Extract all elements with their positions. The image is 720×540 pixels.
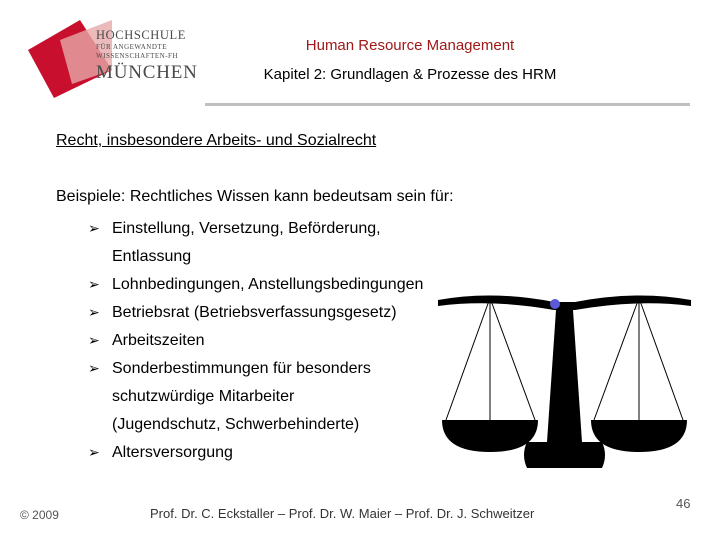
slide-intro: Beispiele: Rechtliches Wissen kann bedeutsam sein für: — [56, 188, 454, 205]
arrow-bullet-icon: ➢ — [88, 221, 100, 237]
header-divider — [205, 103, 690, 106]
bullet-text: Lohnbedingungen, Anstellungsbedingungen — [112, 276, 424, 293]
logo-line-2: FÜR ANGEWANDTE — [96, 43, 167, 51]
logo-line-3: WISSENSCHAFTEN-FH — [96, 52, 179, 60]
scales-of-justice-icon — [432, 292, 697, 477]
bullet-text: Altersversorgung — [112, 444, 233, 461]
course-title: Human Resource Management — [305, 37, 515, 54]
bullet-text: Einstellung, Versetzung, Beförderung, — [112, 220, 381, 237]
logo-line-1: HOCHSCHULE — [96, 28, 187, 42]
bullet-continuation: (Jugendschutz, Schwerbehinderte) — [112, 416, 360, 433]
footer-authors: Prof. Dr. C. Eckstaller – Prof. Dr. W. Maier – Prof. Dr. J. Schweitzer — [150, 506, 535, 521]
bullet-item — [88, 271, 423, 299]
arrow-bullet-icon: ➢ — [88, 305, 100, 321]
bullet-continuation: schutzwürdige Mitarbeiter — [112, 388, 295, 405]
bullet-text: Betriebsrat (Betriebsverfassungsgesetz) — [112, 304, 397, 321]
bullet-item — [88, 439, 423, 467]
logo-line-4: MÜNCHEN — [96, 62, 198, 83]
arrow-bullet-icon: ➢ — [88, 361, 100, 377]
copyright: © 2009 — [20, 508, 59, 522]
bullet-list — [88, 215, 423, 467]
bullet-text: Arbeitszeiten — [112, 332, 205, 349]
arrow-bullet-icon: ➢ — [88, 277, 100, 293]
bullet-continuation: Entlassung — [112, 248, 192, 265]
bullet-item — [88, 299, 423, 327]
chapter-title: Kapitel 2: Grundlagen & Prozesse des HRM — [263, 66, 557, 83]
slide-title: Recht, insbesondere Arbeits- und Sozialrecht — [56, 132, 377, 149]
bullet-item — [88, 327, 423, 355]
logo-wordmark — [96, 28, 198, 84]
bullet-item — [88, 355, 423, 383]
arrow-bullet-icon: ➢ — [88, 333, 100, 349]
bullet-text: Sonderbestimmungen für besonders — [112, 360, 371, 377]
page-number: 46 — [676, 496, 691, 511]
bullet-item — [88, 215, 423, 243]
arrow-bullet-icon: ➢ — [88, 445, 100, 461]
